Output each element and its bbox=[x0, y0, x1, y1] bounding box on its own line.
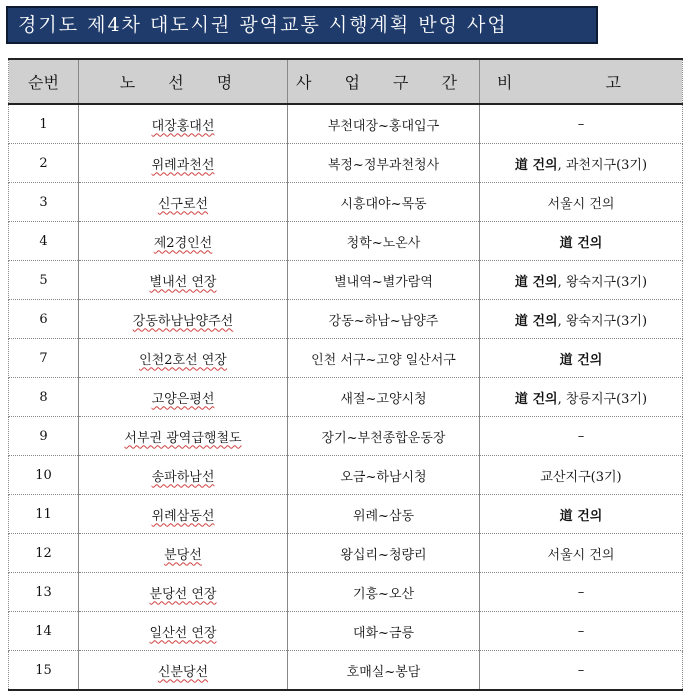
row-number-text: 2 bbox=[39, 155, 48, 171]
header-no: 순번 bbox=[9, 59, 79, 104]
route-name-text: 분당선 bbox=[164, 547, 202, 563]
note-text: , 과천지구(3기) bbox=[557, 157, 648, 173]
project-section bbox=[288, 456, 480, 495]
route-name-text: 인천2호선 연장 bbox=[139, 352, 227, 368]
route-name-text: 제2경인선 bbox=[153, 235, 213, 251]
note-text: 서울시 건의 bbox=[547, 547, 615, 563]
project-section bbox=[288, 573, 480, 612]
route-name-text: 대장홍대선 bbox=[151, 118, 215, 134]
project-section-text: 대화~금릉 bbox=[352, 625, 415, 641]
row-number bbox=[9, 651, 79, 691]
route-name-text: 일산선 연장 bbox=[149, 625, 217, 641]
note-cell bbox=[480, 144, 683, 183]
project-section bbox=[288, 300, 480, 339]
row-number bbox=[9, 183, 79, 222]
note-cell bbox=[480, 456, 683, 495]
note-text: 서울시 건의 bbox=[547, 196, 615, 212]
project-section-text: 기흥~오산 bbox=[352, 586, 415, 602]
row-number bbox=[9, 417, 79, 456]
note-cell bbox=[480, 378, 683, 417]
route-name bbox=[79, 261, 288, 300]
route-name-text: 신분당선 bbox=[157, 664, 209, 680]
note-proposal: 道 건의 bbox=[514, 274, 558, 290]
table-row bbox=[9, 144, 683, 183]
note-text: 교산지구(3기) bbox=[540, 469, 622, 485]
projects-table bbox=[8, 58, 683, 691]
note-text: , 왕숙지구(3기) bbox=[557, 274, 648, 290]
route-name bbox=[79, 183, 288, 222]
route-name-text: 위례과천선 bbox=[151, 157, 215, 173]
project-section bbox=[288, 651, 480, 691]
table-row bbox=[9, 261, 683, 300]
route-name-text: 신구로선 bbox=[157, 196, 209, 212]
project-section bbox=[288, 183, 480, 222]
row-number bbox=[9, 495, 79, 534]
project-section-text: 새절~고양시청 bbox=[340, 391, 427, 407]
note-text: , 창릉지구(3기) bbox=[557, 391, 648, 407]
row-number bbox=[9, 534, 79, 573]
table-row bbox=[9, 612, 683, 651]
note-proposal: 道 건의 bbox=[514, 391, 558, 407]
route-name bbox=[79, 144, 288, 183]
note-proposal: 道 건의 bbox=[559, 352, 603, 368]
project-section bbox=[288, 378, 480, 417]
note-text: – bbox=[577, 662, 585, 678]
route-name bbox=[79, 339, 288, 378]
note-cell bbox=[480, 222, 683, 261]
project-section-text: 호매실~봉담 bbox=[346, 664, 421, 680]
project-section-text: 시흥대야~목동 bbox=[340, 196, 427, 212]
row-number-text: 15 bbox=[35, 662, 52, 678]
project-section bbox=[288, 261, 480, 300]
row-number-text: 12 bbox=[35, 545, 52, 561]
table-header-row bbox=[9, 59, 683, 104]
row-number-text: 4 bbox=[39, 233, 48, 249]
note-text: – bbox=[577, 428, 585, 444]
table-row bbox=[9, 573, 683, 612]
row-number-text: 11 bbox=[35, 506, 52, 522]
route-name-text: 서부권 광역급행철도 bbox=[124, 430, 242, 446]
table-row bbox=[9, 534, 683, 573]
route-name bbox=[79, 300, 288, 339]
project-section-text: 부천대장~홍대입구 bbox=[327, 118, 440, 134]
row-number-text: 7 bbox=[39, 350, 48, 366]
page-title: 경기도 제4차 대도시권 광역교통 시행계획 반영 사업 bbox=[6, 6, 598, 44]
row-number bbox=[9, 261, 79, 300]
note-cell bbox=[480, 573, 683, 612]
route-name bbox=[79, 573, 288, 612]
note-cell bbox=[480, 183, 683, 222]
project-section bbox=[288, 417, 480, 456]
table-row bbox=[9, 222, 683, 261]
route-name-text: 고양은평선 bbox=[151, 391, 215, 407]
row-number-text: 13 bbox=[35, 584, 52, 600]
note-cell bbox=[480, 612, 683, 651]
project-section bbox=[288, 144, 480, 183]
note-cell bbox=[480, 534, 683, 573]
note-cell bbox=[480, 104, 683, 144]
route-name bbox=[79, 417, 288, 456]
row-number-text: 1 bbox=[39, 116, 48, 132]
note-cell bbox=[480, 495, 683, 534]
project-section-text: 위례~삼동 bbox=[352, 508, 415, 524]
table-row bbox=[9, 651, 683, 691]
project-section bbox=[288, 495, 480, 534]
note-text: – bbox=[577, 584, 585, 600]
note-cell bbox=[480, 300, 683, 339]
route-name-text: 분당선 연장 bbox=[149, 586, 217, 602]
route-name bbox=[79, 651, 288, 691]
note-cell bbox=[480, 261, 683, 300]
header-section: 사 업 구 간 bbox=[288, 59, 480, 104]
note-proposal: 道 건의 bbox=[559, 235, 603, 251]
route-name bbox=[79, 378, 288, 417]
header-route-name: 노 선 명 bbox=[79, 59, 288, 104]
route-name-text: 위례삼동선 bbox=[151, 508, 215, 524]
table-row bbox=[9, 339, 683, 378]
project-section-text: 강동~하남~남양주 bbox=[328, 313, 439, 329]
table-row bbox=[9, 104, 683, 144]
note-proposal: 道 건의 bbox=[514, 157, 558, 173]
project-section-text: 인천 서구~고양 일산서구 bbox=[311, 352, 456, 368]
row-number bbox=[9, 456, 79, 495]
note-text: – bbox=[577, 116, 585, 132]
table-row bbox=[9, 183, 683, 222]
row-number-text: 3 bbox=[39, 194, 48, 210]
table-row bbox=[9, 495, 683, 534]
row-number bbox=[9, 573, 79, 612]
project-section bbox=[288, 104, 480, 144]
project-section-text: 복정~정부과천청사 bbox=[327, 157, 440, 173]
note-proposal: 道 건의 bbox=[514, 313, 558, 329]
project-section-text: 장기~부천종합운동장 bbox=[321, 430, 446, 446]
project-section-text: 별내역~별가람역 bbox=[334, 274, 433, 290]
project-section-text: 오금~하남시청 bbox=[340, 469, 427, 485]
table-body bbox=[9, 104, 683, 690]
row-number-text: 8 bbox=[39, 389, 48, 405]
note-cell bbox=[480, 651, 683, 691]
row-number-text: 5 bbox=[39, 272, 48, 288]
project-section bbox=[288, 612, 480, 651]
table-row bbox=[9, 456, 683, 495]
route-name bbox=[79, 534, 288, 573]
note-cell bbox=[480, 339, 683, 378]
note-cell bbox=[480, 417, 683, 456]
project-section bbox=[288, 222, 480, 261]
row-number bbox=[9, 104, 79, 144]
route-name bbox=[79, 495, 288, 534]
route-name bbox=[79, 222, 288, 261]
route-name-text: 별내선 연장 bbox=[149, 274, 217, 290]
route-name bbox=[79, 612, 288, 651]
row-number-text: 10 bbox=[35, 467, 52, 483]
row-number-text: 14 bbox=[35, 623, 52, 639]
row-number bbox=[9, 300, 79, 339]
route-name-text: 강동하남남양주선 bbox=[132, 313, 234, 329]
row-number bbox=[9, 222, 79, 261]
note-proposal: 道 건의 bbox=[559, 508, 603, 524]
route-name bbox=[79, 104, 288, 144]
row-number bbox=[9, 144, 79, 183]
table-row bbox=[9, 378, 683, 417]
table-row bbox=[9, 417, 683, 456]
row-number-text: 6 bbox=[39, 311, 48, 327]
row-number-text: 9 bbox=[39, 428, 48, 444]
row-number bbox=[9, 378, 79, 417]
route-name bbox=[79, 456, 288, 495]
route-name-text: 송파하남선 bbox=[151, 469, 215, 485]
row-number bbox=[9, 339, 79, 378]
project-section-text: 왕십리~청량리 bbox=[340, 547, 427, 563]
note-text: , 왕숙지구(3기) bbox=[557, 313, 648, 329]
table-row bbox=[9, 300, 683, 339]
row-number bbox=[9, 612, 79, 651]
project-section bbox=[288, 534, 480, 573]
project-section bbox=[288, 339, 480, 378]
header-note: 비 고 bbox=[480, 59, 683, 104]
note-text: – bbox=[577, 623, 585, 639]
project-section-text: 청학~노온사 bbox=[346, 235, 421, 251]
